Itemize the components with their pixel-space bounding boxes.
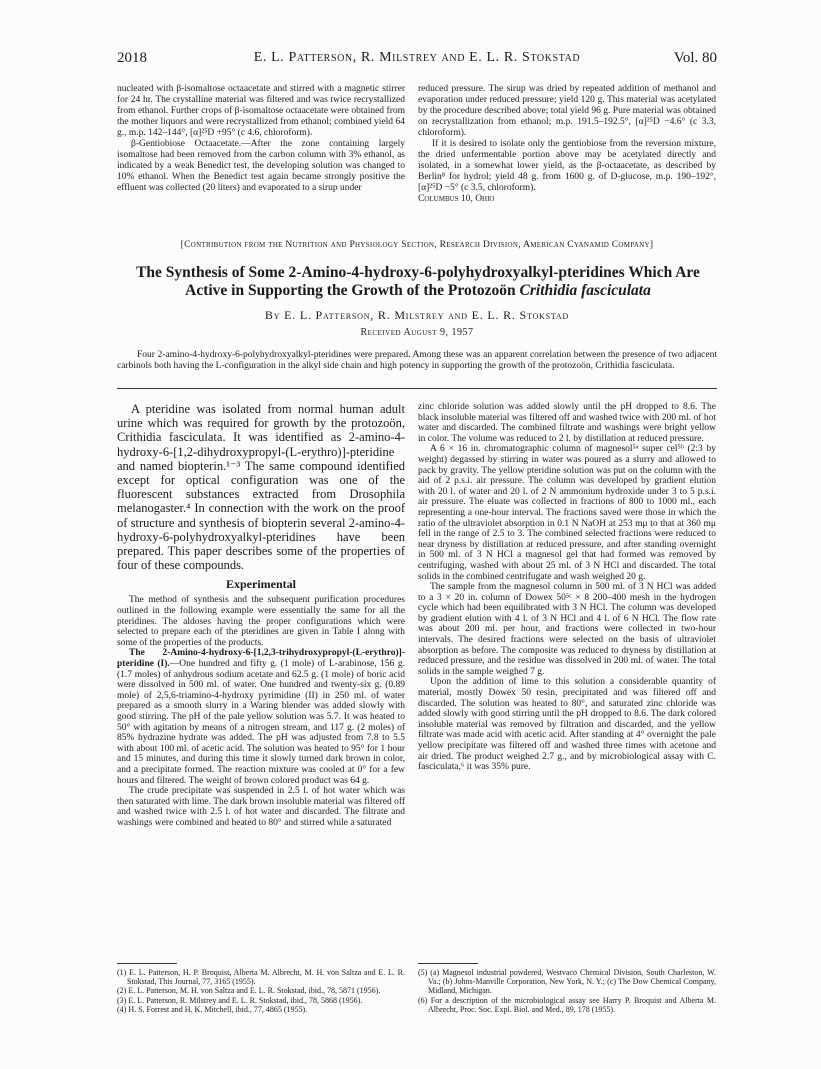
footnotes-left <box>117 968 405 1014</box>
preparation-title: The 2-Amino-4-hydroxy-6-[1,2,3-trihydroxypropyl-(L-erythro)]-pteridine (I). <box>117 648 405 669</box>
footnote-rule-right <box>418 963 478 964</box>
article-title-line2 <box>112 282 724 300</box>
previous-article-right-column <box>418 84 716 205</box>
experimental-heading: Experimental <box>226 577 296 592</box>
previous-article-address: Columbus 10, Ohio <box>418 194 495 204</box>
contribution-line: [Contribution from the Nutrition and Physiology Section, Research Division, American Cyanamid Company] <box>180 240 654 250</box>
right-paragraph: zinc chloride solution was added slowly until the pH dropped to 8.6. The black insoluble material was filtered off and washed twice with 200 ml. of hot water and discarded. The combined filtrate and washings were bright yellow in color. The volume was reduced to 2 l. by distillation at reduced pressure. <box>418 402 716 444</box>
main-right-column <box>418 402 716 773</box>
article-title-line2-text: Active in Supporting the Growth of the Protozoön <box>185 282 520 299</box>
footnote-rule-left <box>117 963 177 964</box>
received-date: Received August 9, 1957 <box>360 327 474 338</box>
page-number: 2018 <box>117 50 147 66</box>
experimental-paragraph: The method of synthesis and the subsequent purification procedures outlined in the following example were essentially the same for all the pteridines. The aldoses having the proper configurations which were selected to prepare each of the pteridines are given in Table I along with some of the properties of the products. <box>117 595 405 648</box>
running-head <box>117 50 717 70</box>
previous-article-paragraph: reduced pressure. The sirup was dried by repeated addition of methanol and evaporation under reduced pressure; yield 120 g. This material was acetylated by the procedure described above; total yield 96 g. Pure material was obtained on recrystallization from ethanol; m.p. 191.5–192.5°, [α]²⁵D −4.6° (c 3.3, chloroform). <box>418 84 716 138</box>
main-left-column <box>117 402 405 829</box>
article-title-line1: The Synthesis of Some 2-Amino-4-hydroxy-6-polyhydroxyalkyl-pteridines Which Are <box>136 264 700 281</box>
previous-article-paragraph: nucleated with β-isomaltose octaacetate and stirred with a magnetic stirrer for 24 hr. The crystalline material was filtered and was twice recrystallized from ethanol. Further crops of β-isomaltose octaacetate were obtained from the mother liquors and were recrystallized from ethanol; combined yield 64 g., m.p. 142–144°, [α]²⁵D +95° (c 4.6, chloroform). <box>117 84 405 138</box>
abstract: Four 2-amino-4-hydroxy-6-polyhydroxyalkyl-pteridines were prepared. Among these was an apparent correlation between the presence of two adjacent carbinols both having the L-configuration in the alkyl side chain and high potency in supporting the growth of the protozoön, Crithidia fasciculata. <box>117 350 717 371</box>
intro-paragraph: A pteridine was isolated from normal human adult urine which was required for growth by the protozoön, Crithidia fasciculata. It was identified as 2-amino-4-hydroxy-6-[1,2-dihydroxypropyl-(L-erythro)]-pteridine and named biopterin.¹⁻³ The same compound identified except for optical configuration was one of the fluorescent substances extracted from Drosophila melanogaster.⁴ In connection with the work on the proof of structure and synthesis of biopterin several 2-amino-4-hydroxy-6-polyhydroxyalkyl-pteridines have been prepared. This paper describes some of the properties of four of these compounds. <box>117 402 405 573</box>
preparation-paragraph: The crude precipitate was suspended in 2.5 l. of hot water which was then saturated with lime. The dark brown insoluble material was filtered off and washed twice with 2.5 l. of hot water and discarded. The filtrate and washings were combined and heated to 80° and stirred while a saturated <box>117 786 405 828</box>
abstract-rule <box>117 388 717 389</box>
right-paragraph: Upon the addition of lime to this solution a considerable quantity of material, mostly Dowex 50 resin, precipitated and was filtered off and discarded. The solution was heated to 80°, and saturated zinc chloride was added slowly with good stirring until the pH dropped to 8.6. The dark colored insoluble material was removed by filtration and discarded, and the yellow filtrate was made acid with acetic acid. After standing at 4° overnight the pale yellow precipitate was filtered off and washed three times with acetone and air dried. The product weighed 2.7 g., and by microbiological assay with C. fasciculata,⁶ it was 35% pure. <box>418 677 716 773</box>
previous-article-paragraph: If it is desired to isolate only the gentiobiose from the reversion mixture, the dried unfermentable portion above may be acetylated directly and isolated, in a somewhat lower yield, as the β-octaacetate, as described by Berlin⁸ for hydrol; yield 48 g. from 1600 g. of D-glucose, m.p. 190–192°, [α]²⁵D −5° (c 3.5, chloroform). <box>418 139 716 193</box>
article-title-organism: Crithidia fasciculata <box>519 282 651 299</box>
preparation-paragraph <box>117 648 405 786</box>
footnote: (4) H. S. Forrest and H. K. Mitchell, ibid., 77, 4865 (1955). <box>117 1004 308 1014</box>
footnote: (5) (a) Magnesol industrial powdered, Westvaco Chemical Division, South Charleston, W. Va.; (b) Johns-Manville Corporation, New York, N. Y.; (c) The Dow Chemical Company, Midland, Michigan. <box>418 968 716 996</box>
right-paragraph: The sample from the magnesol column in 500 ml. of 3 N HCl was added to a 3 × 20 in. column of Dowex 50⁵ᶜ × 8 200–400 mesh in the hydrogen cycle which had been equilibrated with 3 N HCl. The column was developed by gradient elution with 4 l. of 3 N HCl and 4 l. of 6 N HCl. The flow rate was about 200 ml. per hour, and fractions were collected in two-hour intervals. The desired fractions were selected on the basis of ultraviolet absorption as before. The composite was reduced to dryness by distillation at reduced pressure, and the residue was dissolved in 200 ml. of water. The total solids in the sample weighed 7 g. <box>418 582 716 677</box>
footnote: (2) E. L. Patterson, M. H. von Saltza and E. L. R. Stokstad, ibid., 78, 5871 (1956). <box>117 986 381 996</box>
previous-article-paragraph: β-Gentiobiose Octaacetate.—After the zone containing largely isomaltose had been removed from the carbon column with 3% ethanol, as indicated by a weak Benedict test, the developing solution was changed to 10% ethanol. When the Benedict test again became strongly positive the effluent was collected (20 liters) and evaporated to a sirup under <box>117 139 405 193</box>
running-head-authors: E. L. Patterson, R. Milstrey and E. L. R. Stokstad <box>253 50 581 65</box>
experimental-body <box>117 595 405 828</box>
preparation-text: —One hundred and fifty g. (1 mole) of L-arabinose, 156 g. (1.7 moles) of anhydrous sodium acetate and 62.5 g. (1 mole) of boric acid were dissolved in 500 ml. of water. One hundred and twenty-six g. (0.89 mole) of 2,5,6-triamino-4-hydroxy pyrimidine (II) in 250 ml. of water prepared as a smooth slurry in a Waring blender was added slowly with good stirring. The pH of the pale yellow solution was 5.7. It was heated to 50° with agitation by means of a nitrogen stream, and 117 g. (2 moles) of 85% hydrazine hydrate was added. The pH was adjusted from 7.8 to 5.5 with about 100 ml. of acetic acid. The solution was heated to 95° for 1 hour and 15 minutes, and during this time it slowly turned dark brown in color, and a precipitate formed. The reaction mixture was cooled at 0° for a few hours and filtered. The weight of brown colored product was 64 g. <box>117 659 405 786</box>
footnotes-right <box>418 968 716 1014</box>
footnote: (3) E. L. Patterson, R. Milstrey and E. L. R. Stokstad, ibid., 78, 5868 (1956). <box>117 995 363 1005</box>
right-paragraph: A 6 × 16 in. chromatographic column of magnesol⁵ᵃ super cel⁵ᵇ (2:3 by weight) degassed by stirring in water was poured as a slurry and allowed to pack by gravity. The yellow pteridine solution was put on the column with the aid of 2 p.s.i. air pressure. The column was developed by gradient elution with 20 l. of water and 20 l. of 2 N ammonium hydroxide under 3 to 5 p.s.i. air pressure. The eluate was collected in fractions of 800 to 1000 ml., each representing a one-hour interval. The fractions saved were those in which the ratio of the ultraviolet absorption in 0.1 N NaOH at 253 mμ to that at 360 mμ fell in the range of 2.5 to 3. The combined selected fractions were reduced to near dryness by distillation at reduced pressure, and after standing overnight in 500 ml. of 3 N HCl a magnesol gel that had formed was removed by centrifuging, washed with about 25 ml. of 3 N HCl and discarded. The total solids in the combined centrifugate and wash weighed 20 g. <box>418 444 716 582</box>
previous-article-left-column <box>117 84 405 194</box>
article-title <box>112 264 724 300</box>
byline: By E. L. Patterson, R. Milstrey and E. L. R. Stokstad <box>264 308 570 322</box>
footnote: (6) For a description of the microbiological assay see Harry P. Broquist and Alberta M. Albrecht, Proc. Soc. Expl. Biol. and Med., 89, 178 (1955). <box>418 995 716 1014</box>
volume-number: Vol. 80 <box>673 50 717 66</box>
footnote: (1) E. L. Patterson, H. P. Broquist, Alberta M. Albrecht, M. H. von Saltza and E. L. R. Stokstad, This Journal, 77, 3165 (1955). <box>117 968 405 987</box>
